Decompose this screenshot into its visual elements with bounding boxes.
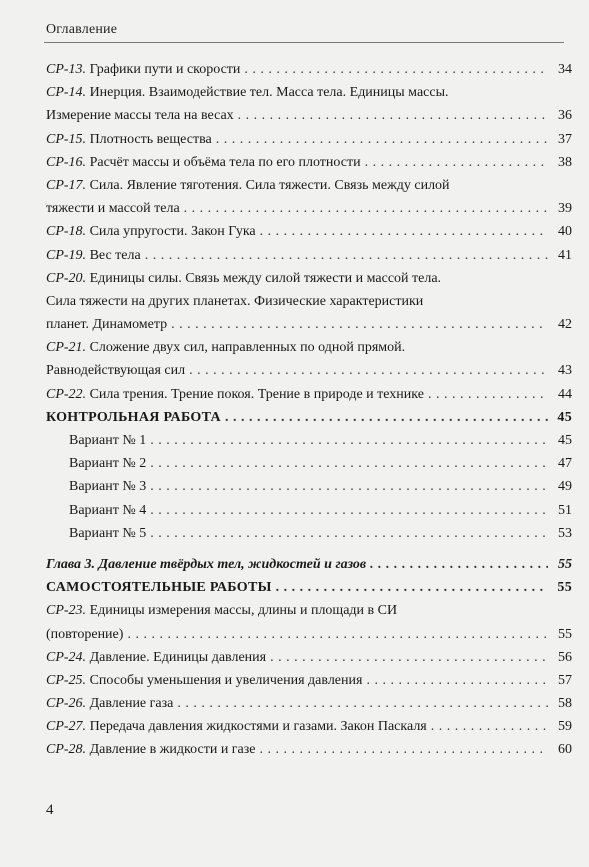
toc-entry-title: Сила упругости. Закон Гука <box>89 224 256 240</box>
page-number: 4 <box>46 802 54 818</box>
dot-leader <box>365 151 548 174</box>
toc-entry-line <box>46 383 572 406</box>
toc-entry-text <box>46 267 441 290</box>
toc-entry-line <box>46 244 572 267</box>
toc-page-number: 37 <box>558 131 572 147</box>
toc-entry-code: СР-17. <box>46 177 87 193</box>
toc-entry-line <box>46 359 572 382</box>
toc-entry-title: Равнодействующая сил <box>46 363 186 379</box>
toc-page-number: 49 <box>558 479 572 495</box>
dot-leader <box>238 104 548 127</box>
variant-item[interactable] <box>46 429 572 452</box>
toc-page-number: 51 <box>558 502 572 518</box>
toc-entry-title: Давление в жидкости и газе <box>89 742 256 758</box>
toc-entry[interactable] <box>46 151 572 174</box>
toc-entry-title: Способы уменьшения и увеличения давления <box>89 672 363 688</box>
toc-entry-line <box>46 313 572 336</box>
toc-entry-code: СР-23. <box>46 603 87 619</box>
toc-page-number: 60 <box>558 742 572 758</box>
toc-entry-code: СР-28. <box>46 742 87 758</box>
toc-entry-code: СР-13. <box>46 62 87 77</box>
toc-entry[interactable] <box>46 692 572 715</box>
toc-page-number: 40 <box>558 224 572 240</box>
dot-leader <box>431 715 548 738</box>
toc-entry-title: тяжести и массой тела <box>46 201 180 217</box>
variant-item-text: Вариант № 1 <box>69 433 147 448</box>
dot-leader <box>150 522 548 545</box>
toc-entry-line <box>46 738 572 761</box>
toc-entry[interactable] <box>46 669 572 692</box>
toc-entry-line <box>46 336 572 359</box>
toc-entry-line <box>46 128 572 151</box>
toc-entry-code: СР-26. <box>46 696 87 712</box>
variant-item-text: Вариант № 4 <box>69 502 147 518</box>
toc-entry-line <box>46 715 572 738</box>
dot-leader <box>366 669 548 692</box>
toc-page-number: 58 <box>558 696 572 712</box>
dot-leader <box>145 244 548 267</box>
toc-entry-title: Плотность вещества <box>89 131 212 147</box>
toc-entry-code: СР-15. <box>46 131 87 147</box>
toc-entry-line <box>46 499 572 522</box>
toc-entry-line <box>46 220 572 243</box>
toc-entry-text <box>46 715 427 738</box>
toc-entry-text <box>46 692 173 715</box>
toc-entry-line <box>46 692 572 715</box>
toc-entry[interactable] <box>46 58 572 81</box>
dot-leader <box>150 475 548 498</box>
dot-leader <box>150 429 548 452</box>
dot-leader <box>150 499 548 522</box>
toc-page-number: 45 <box>557 409 572 425</box>
toc-entry-title: Сила. Явление тяготения. Сила тяжести. Связь между силой <box>89 177 450 193</box>
toc-entry-code: СР-14. <box>46 85 87 101</box>
dot-leader <box>276 576 548 599</box>
toc-entry-text <box>46 128 212 151</box>
toc-page-number: 43 <box>558 363 572 379</box>
toc-entry-text <box>46 244 141 267</box>
dot-leader <box>270 646 548 669</box>
toc-page-number: 59 <box>558 719 572 735</box>
toc-entry-text <box>46 81 449 104</box>
toc-entry-line <box>46 599 572 622</box>
toc-entry-code: СР-19. <box>46 247 87 263</box>
toc-entry-title: Давление газа <box>89 696 174 712</box>
toc-entry[interactable] <box>46 81 572 127</box>
toc-entry-title: Вес тела <box>89 247 141 263</box>
toc-entry-title: Единицы силы. Связь между силой тяжести и массой тела. <box>89 270 442 286</box>
toc-entry-line <box>46 406 572 429</box>
variant-item[interactable] <box>46 475 572 498</box>
toc-entry-code: СР-27. <box>46 719 87 735</box>
toc-entry[interactable] <box>46 383 572 406</box>
toc-entry-title: Сила трения. Трение покоя. Трение в природе и технике <box>89 386 424 402</box>
toc-page-number: 55 <box>557 580 572 596</box>
toc-entry-text <box>46 623 123 646</box>
toc-entry[interactable] <box>46 128 572 151</box>
toc-entry[interactable] <box>46 267 572 337</box>
control-work-heading-text: КОНТРОЛЬНАЯ РАБОТА <box>46 409 221 425</box>
toc-entry-text <box>46 599 397 622</box>
independent-works-heading-text: САМОСТОЯТЕЛЬНЫЕ РАБОТЫ <box>46 580 272 596</box>
toc-entry-title: Расчёт массы и объёма тела по его плотности <box>89 154 361 170</box>
dot-leader <box>260 220 548 243</box>
table-of-contents <box>46 58 572 762</box>
toc-entry-code: СР-25. <box>46 672 87 688</box>
toc-entry-text <box>46 197 180 220</box>
toc-entry-code: СР-24. <box>46 649 87 665</box>
dot-leader <box>127 623 548 646</box>
toc-entry[interactable] <box>46 738 572 761</box>
toc-page-number: 56 <box>558 649 572 665</box>
control-work-heading[interactable] <box>46 406 572 429</box>
toc-entry-line <box>46 174 572 197</box>
variant-item-text: Вариант № 5 <box>69 525 147 541</box>
dot-leader <box>150 452 548 475</box>
toc-entry-line <box>46 151 572 174</box>
dot-leader <box>184 197 548 220</box>
toc-entry-title: Сила тяжести на других планетах. Физические характеристики <box>46 293 424 309</box>
toc-entry-line <box>46 669 572 692</box>
toc-page-number: 57 <box>558 672 572 688</box>
toc-entry-text <box>46 336 405 359</box>
section-gap <box>46 545 572 553</box>
toc-entry-title: Единицы измерения массы, длины и площади в СИ <box>89 603 398 619</box>
toc-entry-line <box>46 197 572 220</box>
toc-entry-title: Измерение массы тела на весах <box>46 108 234 124</box>
toc-page-number: 44 <box>558 386 572 402</box>
toc-page-number: 36 <box>558 108 572 124</box>
dot-leader <box>428 383 548 406</box>
toc-entry-title: Графики пути и скорости <box>89 62 241 77</box>
toc-entry-line <box>46 267 572 290</box>
dot-leader <box>244 58 548 81</box>
toc-entry-code: СР-18. <box>46 224 87 240</box>
dot-leader <box>177 692 548 715</box>
toc-entry-title: Передача давления жидкостями и газами. Закон Паскаля <box>89 719 427 735</box>
toc-entry[interactable] <box>46 715 572 738</box>
variant-item[interactable] <box>46 522 572 545</box>
toc-page-number: 53 <box>558 525 572 541</box>
dot-leader <box>260 738 548 761</box>
toc-entry-code: СР-16. <box>46 154 87 170</box>
toc-entry[interactable] <box>46 599 572 645</box>
toc-entry[interactable] <box>46 220 572 243</box>
toc-entry-title: Сложение двух сил, направленных по одной прямой. <box>89 340 406 356</box>
toc-entry-line <box>46 553 572 576</box>
chapter-heading-text: Глава 3. Давление твёрдых тел, жидкостей и газов <box>46 556 367 572</box>
toc-entry-text <box>46 383 424 406</box>
toc-entry-line <box>46 290 572 313</box>
toc-entry-title: (повторение) <box>46 626 124 642</box>
toc-entry-line <box>46 81 572 104</box>
dot-leader <box>171 313 548 336</box>
toc-entry[interactable] <box>46 336 572 382</box>
dot-leader <box>225 406 548 429</box>
independent-works-heading[interactable] <box>46 576 572 599</box>
toc-page-number: 42 <box>558 317 572 333</box>
toc-entry-title: планет. Динамометр <box>46 317 168 333</box>
chapter-heading[interactable] <box>46 553 572 576</box>
toc-entry-code: СР-20. <box>46 270 87 286</box>
toc-entry-title: Инерция. Взаимодействие тел. Масса тела. Единицы массы. <box>89 85 449 101</box>
header-divider <box>44 42 564 43</box>
toc-entry-line <box>46 576 572 599</box>
variant-item[interactable] <box>46 452 572 475</box>
toc-entry[interactable] <box>46 244 572 267</box>
toc-entry-line <box>46 522 572 545</box>
toc-page-number: 47 <box>558 456 572 472</box>
toc-page-number: 38 <box>558 154 572 170</box>
toc-entry-code: СР-22. <box>46 386 87 402</box>
toc-entry-text <box>46 174 450 197</box>
toc-page-number: 41 <box>558 247 572 263</box>
toc-entry-line <box>46 429 572 452</box>
toc-page-number: 34 <box>558 62 572 77</box>
toc-entry-text <box>46 646 266 669</box>
toc-entry-text <box>46 738 256 761</box>
toc-entry-text <box>46 290 423 313</box>
dot-leader <box>189 359 548 382</box>
toc-entry-line <box>46 58 572 81</box>
variant-item-text: Вариант № 3 <box>69 479 147 495</box>
toc-entry-text <box>46 58 240 81</box>
toc-entry-line <box>46 646 572 669</box>
toc-entry-line <box>46 104 572 127</box>
toc-entry-text <box>46 104 234 127</box>
running-header: Оглавление <box>46 22 118 37</box>
dot-leader <box>216 128 548 151</box>
toc-entry-code: СР-21. <box>46 340 87 356</box>
toc-page-number: 45 <box>558 433 572 448</box>
toc-entry-text <box>46 313 167 336</box>
toc-entry-text <box>46 151 361 174</box>
toc-entry-title: Давление. Единицы давления <box>89 649 267 665</box>
toc-entry-line <box>46 623 572 646</box>
toc-page-number: 55 <box>558 626 572 642</box>
variant-item-text: Вариант № 2 <box>69 456 147 472</box>
toc-entry-line <box>46 475 572 498</box>
toc-entry[interactable] <box>46 174 572 220</box>
dot-leader <box>370 553 548 576</box>
toc-page-number: 39 <box>558 201 572 217</box>
toc-entry-line <box>46 452 572 475</box>
toc-entry-text <box>46 359 185 382</box>
toc-entry[interactable] <box>46 646 572 669</box>
variant-item[interactable] <box>46 499 572 522</box>
toc-entry-text <box>46 220 256 243</box>
toc-page-number: 55 <box>558 556 572 572</box>
toc-entry-text <box>46 669 362 692</box>
